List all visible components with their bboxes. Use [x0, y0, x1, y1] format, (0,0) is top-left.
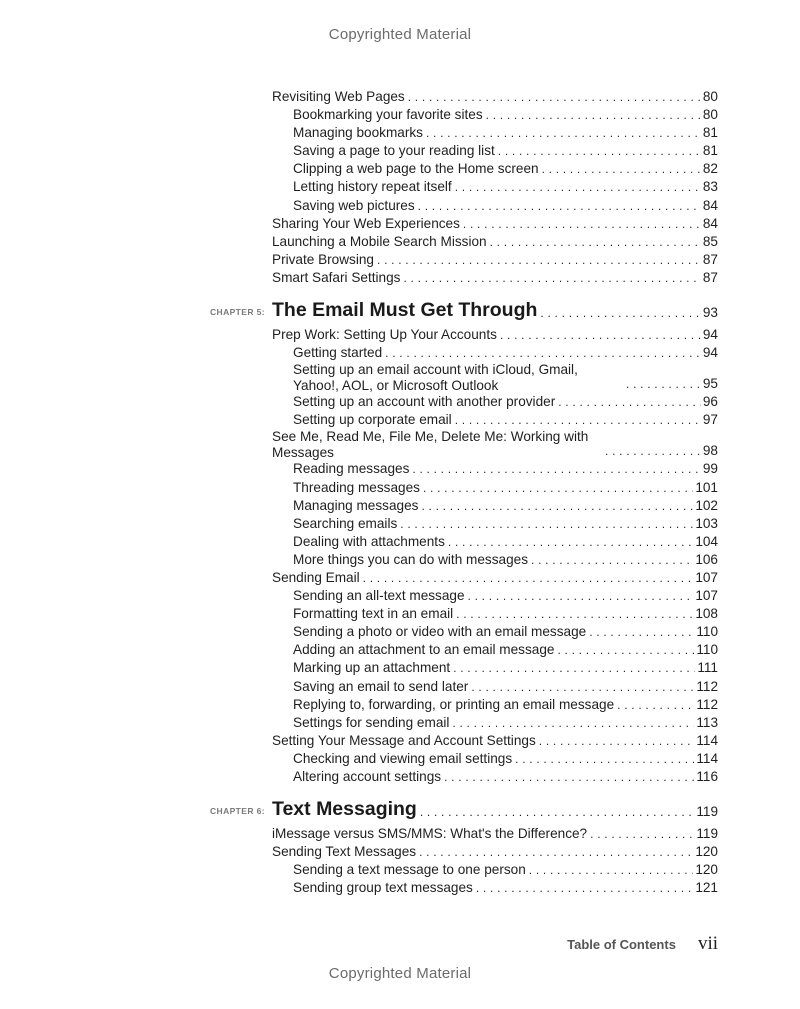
toc-entry[interactable] [293, 515, 718, 533]
dot-leader [617, 696, 694, 714]
entry-page: 104 [695, 533, 718, 549]
entry-page: 103 [695, 515, 718, 531]
entry-page: 99 [702, 461, 718, 477]
toc-entry[interactable] [293, 124, 718, 142]
entry-page: 120 [695, 844, 718, 860]
entry-page: 81 [702, 125, 718, 141]
toc-entry[interactable] [293, 750, 718, 768]
footer-title: Table of Contents [567, 937, 676, 952]
entry-title: Getting started [293, 345, 383, 361]
entry-title: Searching emails [293, 515, 398, 531]
entry-page: 102 [695, 497, 718, 513]
dot-leader [453, 659, 695, 677]
dot-leader [403, 269, 700, 287]
entry-page: 98 [702, 443, 718, 459]
entry-page: 110 [696, 642, 718, 658]
dot-leader [452, 714, 694, 732]
entry-title: More things you can do with messages [293, 551, 528, 567]
dot-leader [590, 825, 694, 843]
dot-leader [455, 178, 701, 196]
section-intro [0, 88, 800, 287]
dot-leader [408, 88, 701, 106]
entry-page: 81 [702, 143, 718, 159]
toc-entry[interactable] [293, 142, 718, 160]
entry-page: 110 [696, 624, 718, 640]
dot-leader [385, 344, 701, 362]
toc-entry[interactable] [293, 623, 718, 641]
entry-title: Saving a page to your reading list [293, 143, 495, 159]
entry-title: Sharing Your Web Experiences [272, 215, 460, 231]
toc-entry[interactable] [293, 106, 718, 124]
dot-leader [486, 106, 701, 124]
chapter-6-entries [0, 825, 800, 897]
dot-leader [400, 515, 693, 533]
entry-title: Reading messages [293, 461, 410, 477]
toc-entry[interactable] [272, 269, 718, 287]
entry-page: 113 [696, 714, 718, 730]
toc-entry[interactable] [272, 569, 718, 587]
entry-title: Prep Work: Setting Up Your Accounts [272, 327, 497, 343]
dot-leader [423, 479, 693, 497]
entry-page: 108 [695, 606, 718, 622]
table-of-contents [0, 88, 800, 897]
toc-entry[interactable] [272, 326, 718, 344]
entry-title: Revisiting Web Pages [272, 89, 405, 104]
entry-title: Bookmarking your favorite sites [293, 107, 483, 123]
entry-title: Checking and viewing email settings [293, 750, 513, 766]
toc-entry[interactable] [293, 479, 718, 497]
entry-page: 112 [696, 678, 718, 694]
toc-entry[interactable] [293, 587, 718, 605]
toc-entry[interactable] [272, 88, 718, 106]
toc-entry[interactable] [293, 160, 718, 178]
toc-entry[interactable] [293, 678, 718, 696]
dot-leader [540, 304, 700, 322]
chapter-5-entries [0, 326, 800, 786]
entry-title: Private Browsing [272, 251, 374, 267]
dot-leader [539, 732, 695, 750]
entry-page: 95 [702, 376, 718, 392]
page-number: vii [697, 933, 718, 954]
entry-title: Letting history repeat itself [293, 179, 452, 195]
toc-entry[interactable] [293, 641, 718, 659]
entry-title: Marking up an attachment [293, 660, 451, 676]
entry-title: Replying to, forwarding, or printing an email message [293, 696, 615, 712]
entry-title: Settings for sending email [293, 714, 450, 730]
page-footer [0, 933, 718, 955]
entry-page: 116 [696, 769, 718, 784]
chapter-6-heading[interactable] [0, 797, 718, 821]
entry-title: Sending a text message to one person [293, 862, 526, 878]
dot-leader [476, 879, 693, 897]
toc-entry[interactable] [293, 696, 718, 714]
toc-entry[interactable] [293, 362, 718, 393]
dot-leader [515, 750, 694, 768]
entry-page: 87 [702, 251, 718, 267]
entry-title: Setting up an email account with iCloud, Gmail, Yahoo!, AOL, or Microsoft Outlook [293, 362, 578, 393]
toc-entry[interactable] [293, 879, 718, 897]
dot-leader [463, 215, 701, 233]
entry-title: Saving web pictures [293, 197, 415, 213]
toc-entry[interactable] [272, 215, 718, 233]
entry-title: Altering account settings [293, 769, 442, 784]
dot-leader [529, 861, 694, 879]
dot-leader [500, 326, 701, 344]
entry-page: 114 [696, 732, 718, 748]
entry-title: Setting Your Message and Account Settings [272, 732, 536, 748]
entry-title: Clipping a web page to the Home screen [293, 161, 539, 177]
entry-page: 111 [697, 660, 718, 676]
dot-leader [558, 393, 701, 411]
entry-page: 94 [702, 327, 718, 343]
entry-title: Managing bookmarks [293, 125, 423, 141]
dot-leader [455, 411, 701, 429]
entry-page: 106 [695, 551, 718, 567]
watermark-top: Copyrighted Material [328, 26, 472, 43]
entry-page: 87 [702, 269, 718, 285]
toc-entry[interactable] [272, 843, 718, 861]
entry-title: Managing messages [293, 497, 419, 513]
dot-leader [444, 768, 694, 786]
entry-title: Sending group text messages [293, 880, 473, 896]
entry-page: 114 [696, 750, 718, 766]
entry-title: See Me, Read Me, File Me, Delete Me: Working with Messages [272, 429, 589, 460]
toc-entry[interactable] [293, 861, 718, 879]
dot-leader [377, 251, 701, 269]
entry-page: 83 [702, 179, 718, 195]
toc-entry[interactable] [293, 411, 718, 429]
entry-page: 80 [702, 107, 718, 123]
toc-entry[interactable] [272, 233, 718, 251]
toc-entry[interactable] [293, 659, 718, 677]
entry-title: Launching a Mobile Search Mission [272, 233, 487, 249]
entry-title: Smart Safari Settings [272, 269, 401, 285]
entry-title: Setting up an account with another provider [293, 394, 556, 410]
entry-title: Sending Text Messages [272, 844, 417, 860]
entry-title: Sending a photo or video with an email message [293, 624, 587, 640]
entry-page: 120 [695, 862, 718, 878]
chapter-title: Text Messaging [272, 798, 417, 821]
entry-title: Saving an email to send later [293, 678, 469, 694]
entry-page: 97 [702, 412, 718, 428]
entry-title: Setting up corporate email [293, 412, 452, 428]
entry-title: iMessage versus SMS/MMS: What's the Difference? [272, 826, 588, 842]
dot-leader [412, 460, 701, 478]
toc-entry[interactable] [272, 825, 718, 843]
dot-leader [448, 533, 693, 551]
entry-page: 82 [702, 161, 718, 177]
entry-title: Threading messages [293, 479, 420, 495]
dot-leader [471, 678, 694, 696]
dot-leader [626, 375, 701, 393]
toc-entry[interactable] [293, 460, 718, 478]
chapter-page: 119 [696, 804, 718, 820]
chapter-title: The Email Must Get Through [272, 299, 538, 322]
entry-page: 80 [702, 89, 718, 104]
toc-entry[interactable] [293, 605, 718, 623]
dot-leader [605, 442, 701, 460]
entry-title: Formatting text in an email [293, 606, 454, 622]
toc-entry[interactable] [293, 551, 718, 569]
entry-page: 84 [702, 197, 718, 213]
toc-entry[interactable] [293, 197, 718, 215]
entry-page: 107 [695, 569, 718, 585]
toc-entry[interactable] [293, 393, 718, 411]
dot-leader [531, 551, 693, 569]
dot-leader [363, 569, 694, 587]
toc-entry[interactable] [293, 497, 718, 515]
dot-leader [420, 803, 694, 821]
toc-entry[interactable] [293, 533, 718, 551]
entry-page: 121 [695, 880, 718, 896]
entry-page: 96 [702, 394, 718, 410]
entry-page: 119 [696, 826, 718, 842]
toc-entry[interactable] [272, 251, 718, 269]
entry-title: Sending an all-text message [293, 588, 465, 604]
dot-leader [557, 641, 694, 659]
entry-page: 107 [695, 588, 718, 604]
entry-page: 112 [696, 696, 718, 712]
entry-page: 84 [702, 215, 718, 231]
dot-leader [589, 623, 694, 641]
toc-entry[interactable] [293, 344, 718, 362]
toc-entry[interactable] [293, 714, 718, 732]
entry-title: Sending Email [272, 569, 360, 585]
entry-page: 101 [695, 479, 718, 495]
dot-leader [426, 124, 701, 142]
chapter-label: CHAPTER 6: [210, 806, 266, 817]
chapter-label: CHAPTER 5: [210, 307, 266, 318]
chapter-5-heading[interactable] [0, 298, 718, 322]
dot-leader [421, 497, 693, 515]
dot-leader [542, 160, 701, 178]
toc-entry[interactable] [293, 768, 718, 786]
dot-leader [418, 197, 701, 215]
dot-leader [490, 233, 701, 251]
chapter-page: 93 [702, 305, 718, 321]
entry-page: 94 [702, 345, 718, 361]
entry-title: Adding an attachment to an email message [293, 642, 555, 658]
toc-entry[interactable] [293, 178, 718, 196]
toc-entry[interactable] [272, 732, 718, 750]
toc-entry[interactable] [272, 429, 718, 460]
dot-leader [419, 843, 693, 861]
dot-leader [468, 587, 694, 605]
dot-leader [456, 605, 693, 623]
entry-page: 85 [702, 233, 718, 249]
dot-leader [498, 142, 701, 160]
entry-title: Dealing with attachments [293, 533, 445, 549]
watermark-bottom: Copyrighted Material [328, 965, 472, 982]
